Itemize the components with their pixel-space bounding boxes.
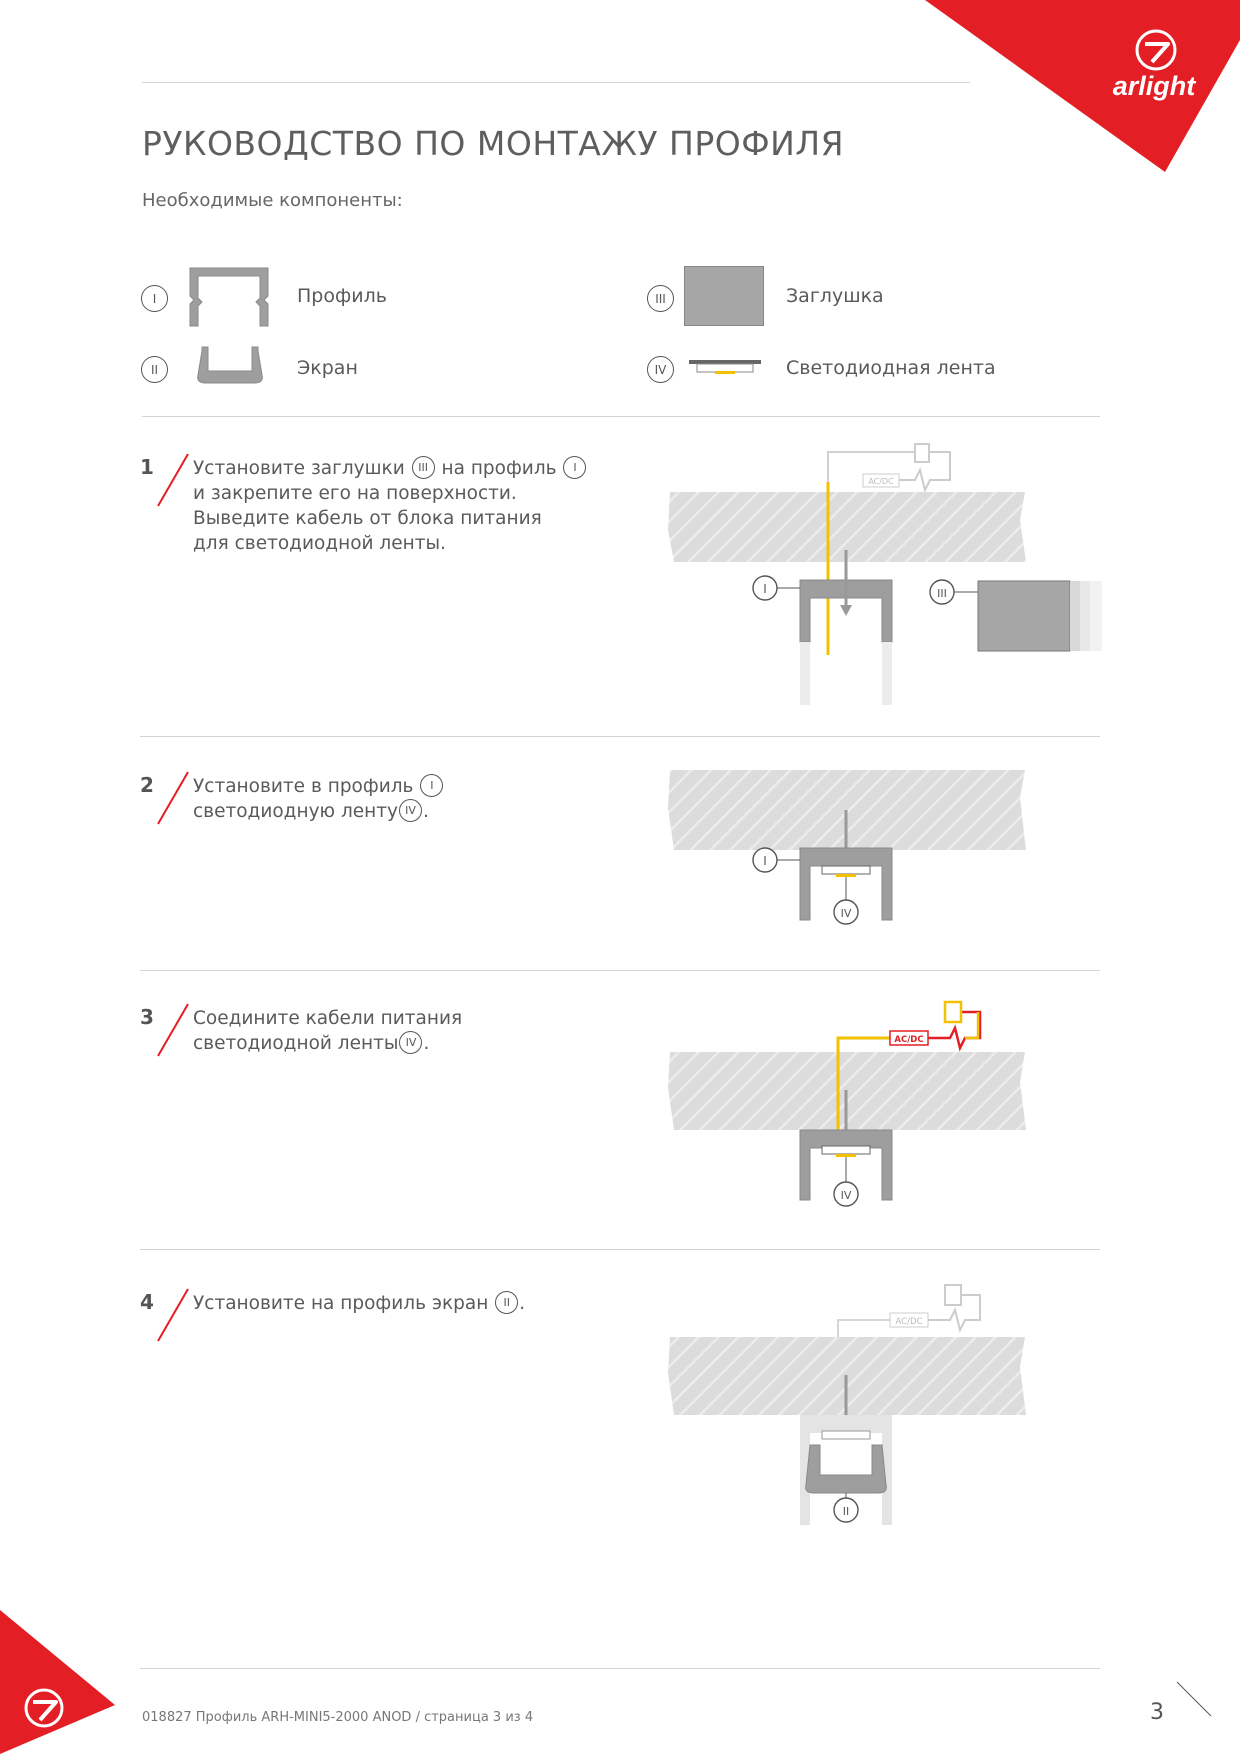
component-num-1: I	[141, 285, 168, 312]
step-3-line-3: .	[423, 1033, 430, 1054]
step-1-slash	[157, 454, 189, 507]
step-1-line-3: и закрепите его на поверхности.	[193, 483, 517, 504]
profile-icon	[188, 266, 270, 328]
step-3-line-1: Соедините кабели питания	[193, 1008, 463, 1029]
footer-text: 018827 Профиль ARH-MINI5-2000 ANOD / страница 3 из 4	[142, 1710, 534, 1725]
step-2-ref-profile: I	[420, 774, 443, 797]
step-3-ref-ledstrip: IV	[399, 1031, 422, 1054]
step-1-diagram-ref-profile: I	[763, 582, 767, 596]
step-2-number: 2	[140, 773, 154, 797]
divider-step-3	[140, 1249, 1100, 1250]
step-2-ref-ledstrip: IV	[399, 799, 422, 822]
step-3-diagram	[660, 990, 1080, 1220]
step-2-slash	[157, 772, 189, 825]
page-corner-slash	[1175, 1680, 1215, 1720]
step-1-line-1: Установите заглушки	[193, 458, 405, 479]
step-1-ref-endcap: III	[412, 456, 435, 479]
step-4-diagram	[660, 1275, 1080, 1535]
step-1-line-2: на профиль	[441, 458, 557, 479]
step-4-psu-label: AC/DC	[895, 1317, 923, 1327]
components-heading: Необходимые компоненты:	[142, 190, 403, 211]
corner-logo-banner	[920, 0, 1240, 180]
step-3-diagram-ref-ledstrip: IV	[840, 1189, 852, 1202]
divider-components	[142, 416, 1100, 417]
footer-divider	[140, 1668, 1100, 1669]
step-3-slash	[157, 1004, 189, 1057]
step-1-psu-label: AC/DC	[868, 477, 894, 486]
component-num-4: IV	[647, 356, 674, 383]
step-1-line-4: Выведите кабель от блока питания	[193, 508, 542, 529]
step-4-slash	[157, 1289, 189, 1342]
step-4-diagram-ref-screen: II	[842, 1505, 850, 1518]
brand-logo-text: arlight	[1112, 71, 1196, 101]
component-label-profile: Профиль	[297, 285, 387, 307]
led-strip-icon	[689, 360, 761, 376]
step-4-line-2: .	[519, 1293, 526, 1314]
step-1-diagram-ref-endcap: III	[937, 587, 947, 600]
step-3-text	[193, 1006, 613, 1056]
page-title: РУКОВОДСТВО ПО МОНТАЖУ ПРОФИЛЯ	[142, 124, 845, 163]
component-label-endcap: Заглушка	[786, 285, 884, 307]
step-2-line-2: светодиодную ленту	[193, 801, 398, 822]
step-4-line-1: Установите на профиль экран	[193, 1293, 489, 1314]
divider-step-1	[140, 736, 1100, 737]
step-1-text	[193, 456, 613, 556]
step-4-text	[193, 1291, 613, 1316]
diffuser-screen-icon	[194, 345, 266, 385]
step-1-line-5: для светодиодной ленты.	[193, 533, 446, 554]
step-2-diagram-ref-profile: I	[763, 854, 767, 868]
step-2-text	[193, 774, 613, 824]
step-1-ref-profile: I	[563, 456, 586, 479]
page-number: 3	[1150, 1700, 1164, 1725]
component-num-3: III	[647, 285, 674, 312]
component-num-2: II	[141, 356, 168, 383]
step-3-line-2: светодиодной ленты	[193, 1033, 399, 1054]
step-2-line-3: .	[423, 801, 429, 822]
step-1-diagram	[660, 430, 1130, 710]
end-cap-icon	[684, 266, 764, 326]
step-4-ref-screen: II	[495, 1291, 518, 1314]
top-divider	[142, 82, 970, 83]
step-1-number: 1	[140, 455, 154, 479]
divider-step-2	[140, 970, 1100, 971]
step-3-psu-label: AC/DC	[894, 1035, 924, 1045]
corner-logo-bottom	[0, 1610, 120, 1754]
component-label-screen: Экран	[297, 357, 358, 379]
step-2-diagram	[660, 760, 1080, 940]
component-label-ledstrip: Светодиодная лента	[786, 357, 996, 379]
step-2-line-1: Установите в профиль	[193, 776, 414, 797]
step-2-diagram-ref-ledstrip: IV	[840, 907, 852, 920]
step-4-number: 4	[140, 1290, 154, 1314]
step-3-number: 3	[140, 1005, 154, 1029]
